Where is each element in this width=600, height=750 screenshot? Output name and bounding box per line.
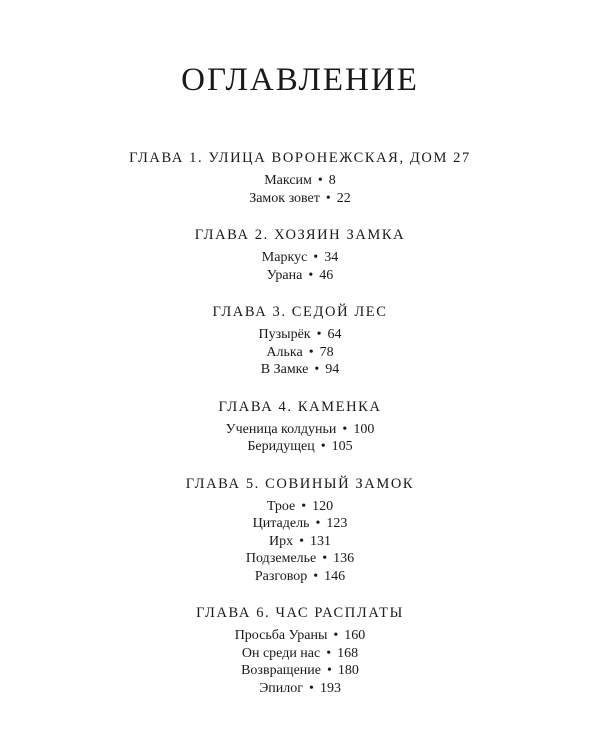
entry-page: 34 bbox=[324, 250, 339, 265]
entry-page: 94 bbox=[325, 362, 340, 377]
entry-page: 160 bbox=[344, 628, 366, 643]
separator-dot: • bbox=[316, 327, 322, 342]
chapter-heading: ГЛАВА 4. КАМЕНКА bbox=[218, 398, 382, 415]
chapter-heading: ГЛАВА 5. СОВИНЫЙ ЗАМОК bbox=[185, 475, 415, 492]
separator-dot: • bbox=[326, 645, 332, 661]
chapter-6 bbox=[0, 603, 600, 697]
toc-entry bbox=[0, 627, 600, 645]
separator-dot: • bbox=[322, 551, 328, 566]
separator-dot: • bbox=[313, 568, 319, 584]
entry-title: Разговор bbox=[254, 568, 308, 584]
entry-title: Цитадель bbox=[252, 516, 310, 531]
entry-page: 46 bbox=[319, 267, 334, 283]
separator-dot: • bbox=[308, 344, 314, 360]
chapter-heading: ГЛАВА 6. ЧАС РАСПЛАТЫ bbox=[196, 605, 404, 621]
entry-page: 100 bbox=[353, 421, 375, 437]
entry-title: Пузырёк bbox=[258, 327, 311, 342]
toc-entry bbox=[0, 533, 600, 551]
separator-dot: • bbox=[301, 498, 307, 514]
separator-dot: • bbox=[314, 362, 320, 377]
toc-entry bbox=[0, 361, 600, 379]
entry-title: Маркус bbox=[261, 250, 308, 265]
entry-title: Беридущец bbox=[247, 439, 315, 454]
chapter-5 bbox=[0, 474, 600, 586]
separator-dot: • bbox=[342, 421, 348, 437]
toc-entry bbox=[0, 421, 600, 439]
toc-entry bbox=[0, 568, 600, 586]
entry-title: Подземелье bbox=[245, 551, 317, 566]
toc-entry bbox=[0, 249, 600, 267]
entry-page: 168 bbox=[337, 645, 359, 661]
toc-entry bbox=[0, 662, 600, 680]
separator-dot: • bbox=[326, 663, 332, 678]
separator-dot: • bbox=[325, 190, 331, 206]
chapter-heading: ГЛАВА 1. УЛИЦА ВОРОНЕЖСКАЯ, ДОМ 27 bbox=[129, 150, 471, 166]
toc-entry bbox=[0, 344, 600, 362]
entry-page: 8 bbox=[328, 173, 336, 188]
separator-dot: • bbox=[320, 439, 326, 454]
toc-entry bbox=[0, 190, 600, 208]
chapter-2 bbox=[0, 225, 600, 284]
entry-title: Просьба Ураны bbox=[234, 628, 328, 643]
entry-page: 105 bbox=[331, 439, 353, 454]
chapter-heading: ГЛАВА 2. ХОЗЯИН ЗАМКА bbox=[194, 227, 406, 243]
entry-page: 180 bbox=[337, 663, 359, 678]
chapter-heading: ГЛАВА 3. СЕДОЙ ЛЕС bbox=[212, 304, 388, 320]
toc-entry bbox=[0, 326, 600, 344]
entry-title: Возвращение bbox=[241, 663, 321, 678]
toc-entry bbox=[0, 515, 600, 533]
toc-entry bbox=[0, 438, 600, 456]
entry-page: 146 bbox=[324, 568, 346, 584]
entry-page: 131 bbox=[310, 533, 332, 549]
entry-title: В Замке bbox=[260, 362, 309, 377]
chapter-4 bbox=[0, 397, 600, 456]
entry-page: 78 bbox=[319, 344, 334, 360]
toc-entry bbox=[0, 172, 600, 190]
toc-entry bbox=[0, 645, 600, 663]
entry-page: 22 bbox=[336, 190, 351, 206]
entry-title: Максим bbox=[264, 173, 312, 188]
separator-dot: • bbox=[309, 680, 314, 696]
separator-dot: • bbox=[333, 628, 339, 643]
entry-page: 136 bbox=[333, 551, 355, 566]
toc-entry bbox=[0, 267, 600, 285]
separator-dot: • bbox=[313, 250, 319, 265]
entry-page: 64 bbox=[327, 327, 342, 342]
entry-page: 193 bbox=[319, 680, 341, 696]
separator-dot: • bbox=[315, 516, 321, 531]
entry-page: 120 bbox=[312, 498, 334, 514]
entry-title: Эпилог bbox=[259, 680, 304, 696]
separator-dot: • bbox=[308, 267, 314, 283]
toc-entry bbox=[0, 550, 600, 568]
entry-title: Трое bbox=[266, 498, 296, 514]
entry-title: Он среди нас bbox=[241, 645, 321, 661]
entry-title: Ирх bbox=[268, 533, 294, 549]
entry-title: Замок зовет bbox=[249, 190, 320, 206]
chapter-1 bbox=[0, 148, 600, 207]
entry-title: Алька bbox=[266, 344, 303, 360]
page-title: ОГЛАВЛЕНИЕ bbox=[181, 62, 419, 98]
table-of-contents bbox=[0, 148, 600, 715]
entry-title: Ученица колдуньи bbox=[225, 421, 337, 437]
toc-entry bbox=[0, 498, 600, 516]
chapter-3 bbox=[0, 302, 600, 379]
toc-entry bbox=[0, 680, 600, 698]
entry-page: 123 bbox=[326, 516, 348, 531]
entry-title: Урана bbox=[266, 267, 303, 283]
separator-dot: • bbox=[299, 533, 305, 549]
separator-dot: • bbox=[317, 173, 323, 188]
